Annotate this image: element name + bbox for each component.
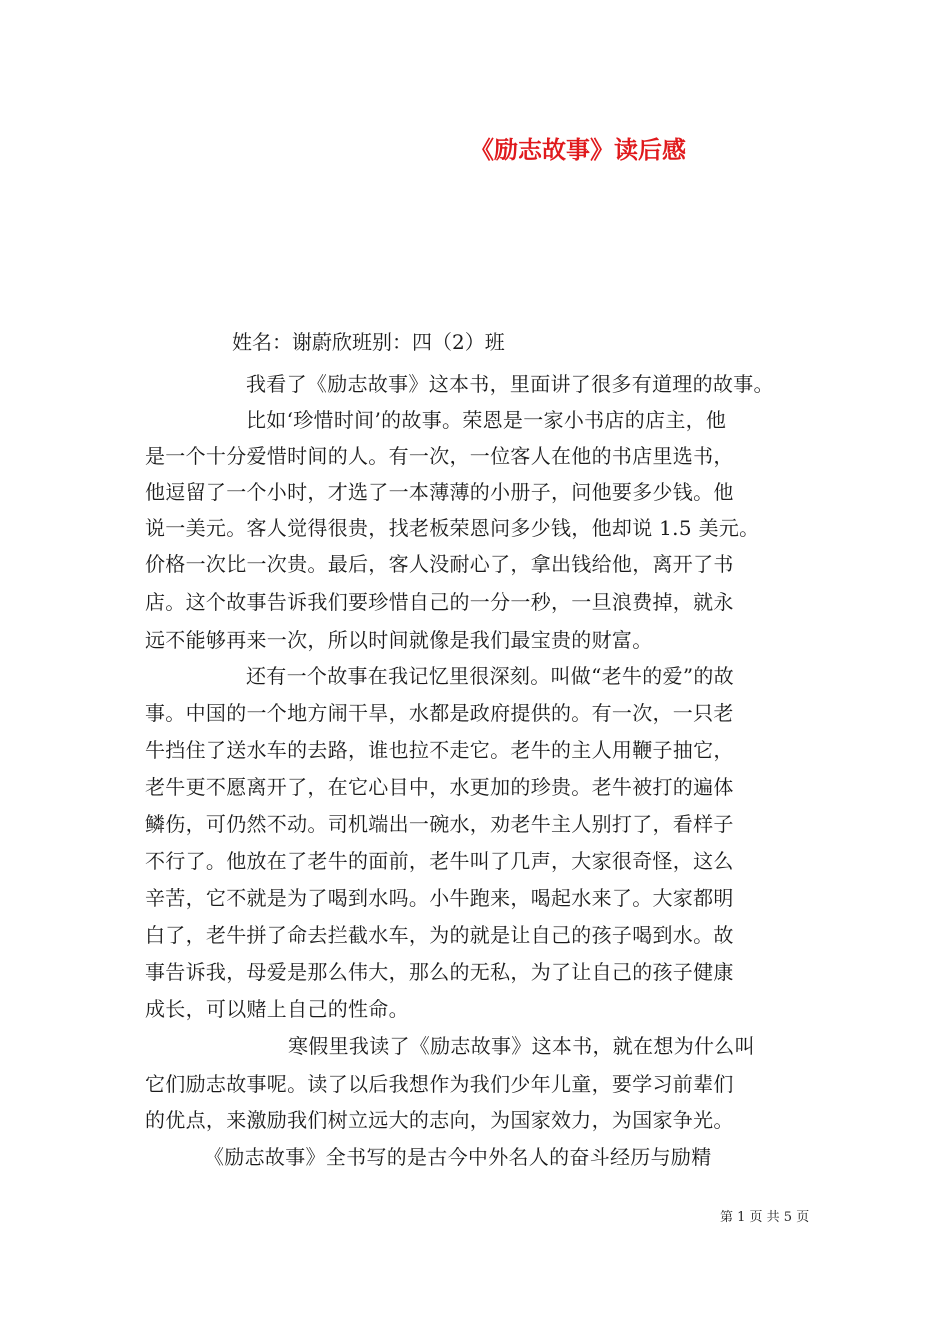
text-line: 事告诉我，母爱是那么伟大，那么的无私，为了让自己的孩子健康 — [145, 960, 734, 984]
text-line: 店。这个故事告诉我们要珍惜自己的一分一秒，一旦浪费掉，就永 — [145, 590, 734, 614]
text-line: 说一美元。客人觉得很贵，找老板荣恩问多少钱，他却说 1.5 美元。 — [145, 516, 760, 540]
text-line: 辛苦，它不就是为了喝到水吗。小牛跑来，喝起水来了。大家都明 — [145, 886, 734, 910]
text-line: 的优点，来激励我们树立远大的志向，为国家效力，为国家争光。 — [145, 1108, 734, 1132]
text-line: 价格一次比一次贵。最后，客人没耐心了，拿出钱给他，离开了书 — [145, 552, 734, 576]
text-line: 成长，可以赌上自己的性命。 — [145, 997, 409, 1021]
text-line: 不行了。他放在了老牛的面前，老牛叫了几声，大家很奇怪，这么 — [145, 849, 734, 873]
text-line: 老牛更不愿离开了，在它心目中，水更加的珍贵。老牛被打的遍体 — [145, 775, 734, 799]
text-line: 寒假里我读了《励志故事》这本书，就在想为什么叫 — [288, 1034, 755, 1058]
text-line: 还有一个故事在我记忆里很深刻。叫做“老牛的爱”的故 — [246, 664, 734, 688]
document-title: 《励志故事》读后感 — [470, 136, 686, 164]
text-line: 他逗留了一个小时，才选了一本薄薄的小册子，问他要多少钱。他 — [145, 480, 734, 504]
text-line: 远不能够再来一次，所以时间就像是我们最宝贵的财富。 — [145, 628, 653, 652]
text-line: 是一个十分爱惜时间的人。有一次，一位客人在他的书店里选书， — [145, 444, 734, 468]
text-line: 它们励志故事呢。读了以后我想作为我们少年儿童，要学习前辈们 — [145, 1072, 734, 1096]
text-line: 《励志故事》全书写的是古今中外名人的奋斗经历与励精 — [204, 1145, 712, 1169]
text-line: 事。中国的一个地方闹干旱，水都是政府提供的。有一次，一只老 — [145, 701, 734, 725]
text-line: 牛挡住了送水车的去路，谁也拉不走它。老牛的主人用鞭子抽它， — [145, 738, 734, 762]
text-line: 我看了《励志故事》这本书，里面讲了很多有道理的故事。 — [246, 372, 774, 396]
author-class-line: 姓名：谢蔚欣班别：四（2）班 — [232, 330, 505, 354]
text-line: 比如‘珍惜时间’的故事。荣恩是一家小书店的店主，他 — [246, 408, 727, 432]
text-line: 白了，老牛拼了命去拦截水车，为的就是让自己的孩子喝到水。故 — [145, 923, 734, 947]
page-number-footer: 第 1 页 共 5 页 — [720, 1210, 810, 1225]
text-line: 鳞伤，可仍然不动。司机端出一碗水，劝老牛主人别打了，看样子 — [145, 812, 734, 836]
